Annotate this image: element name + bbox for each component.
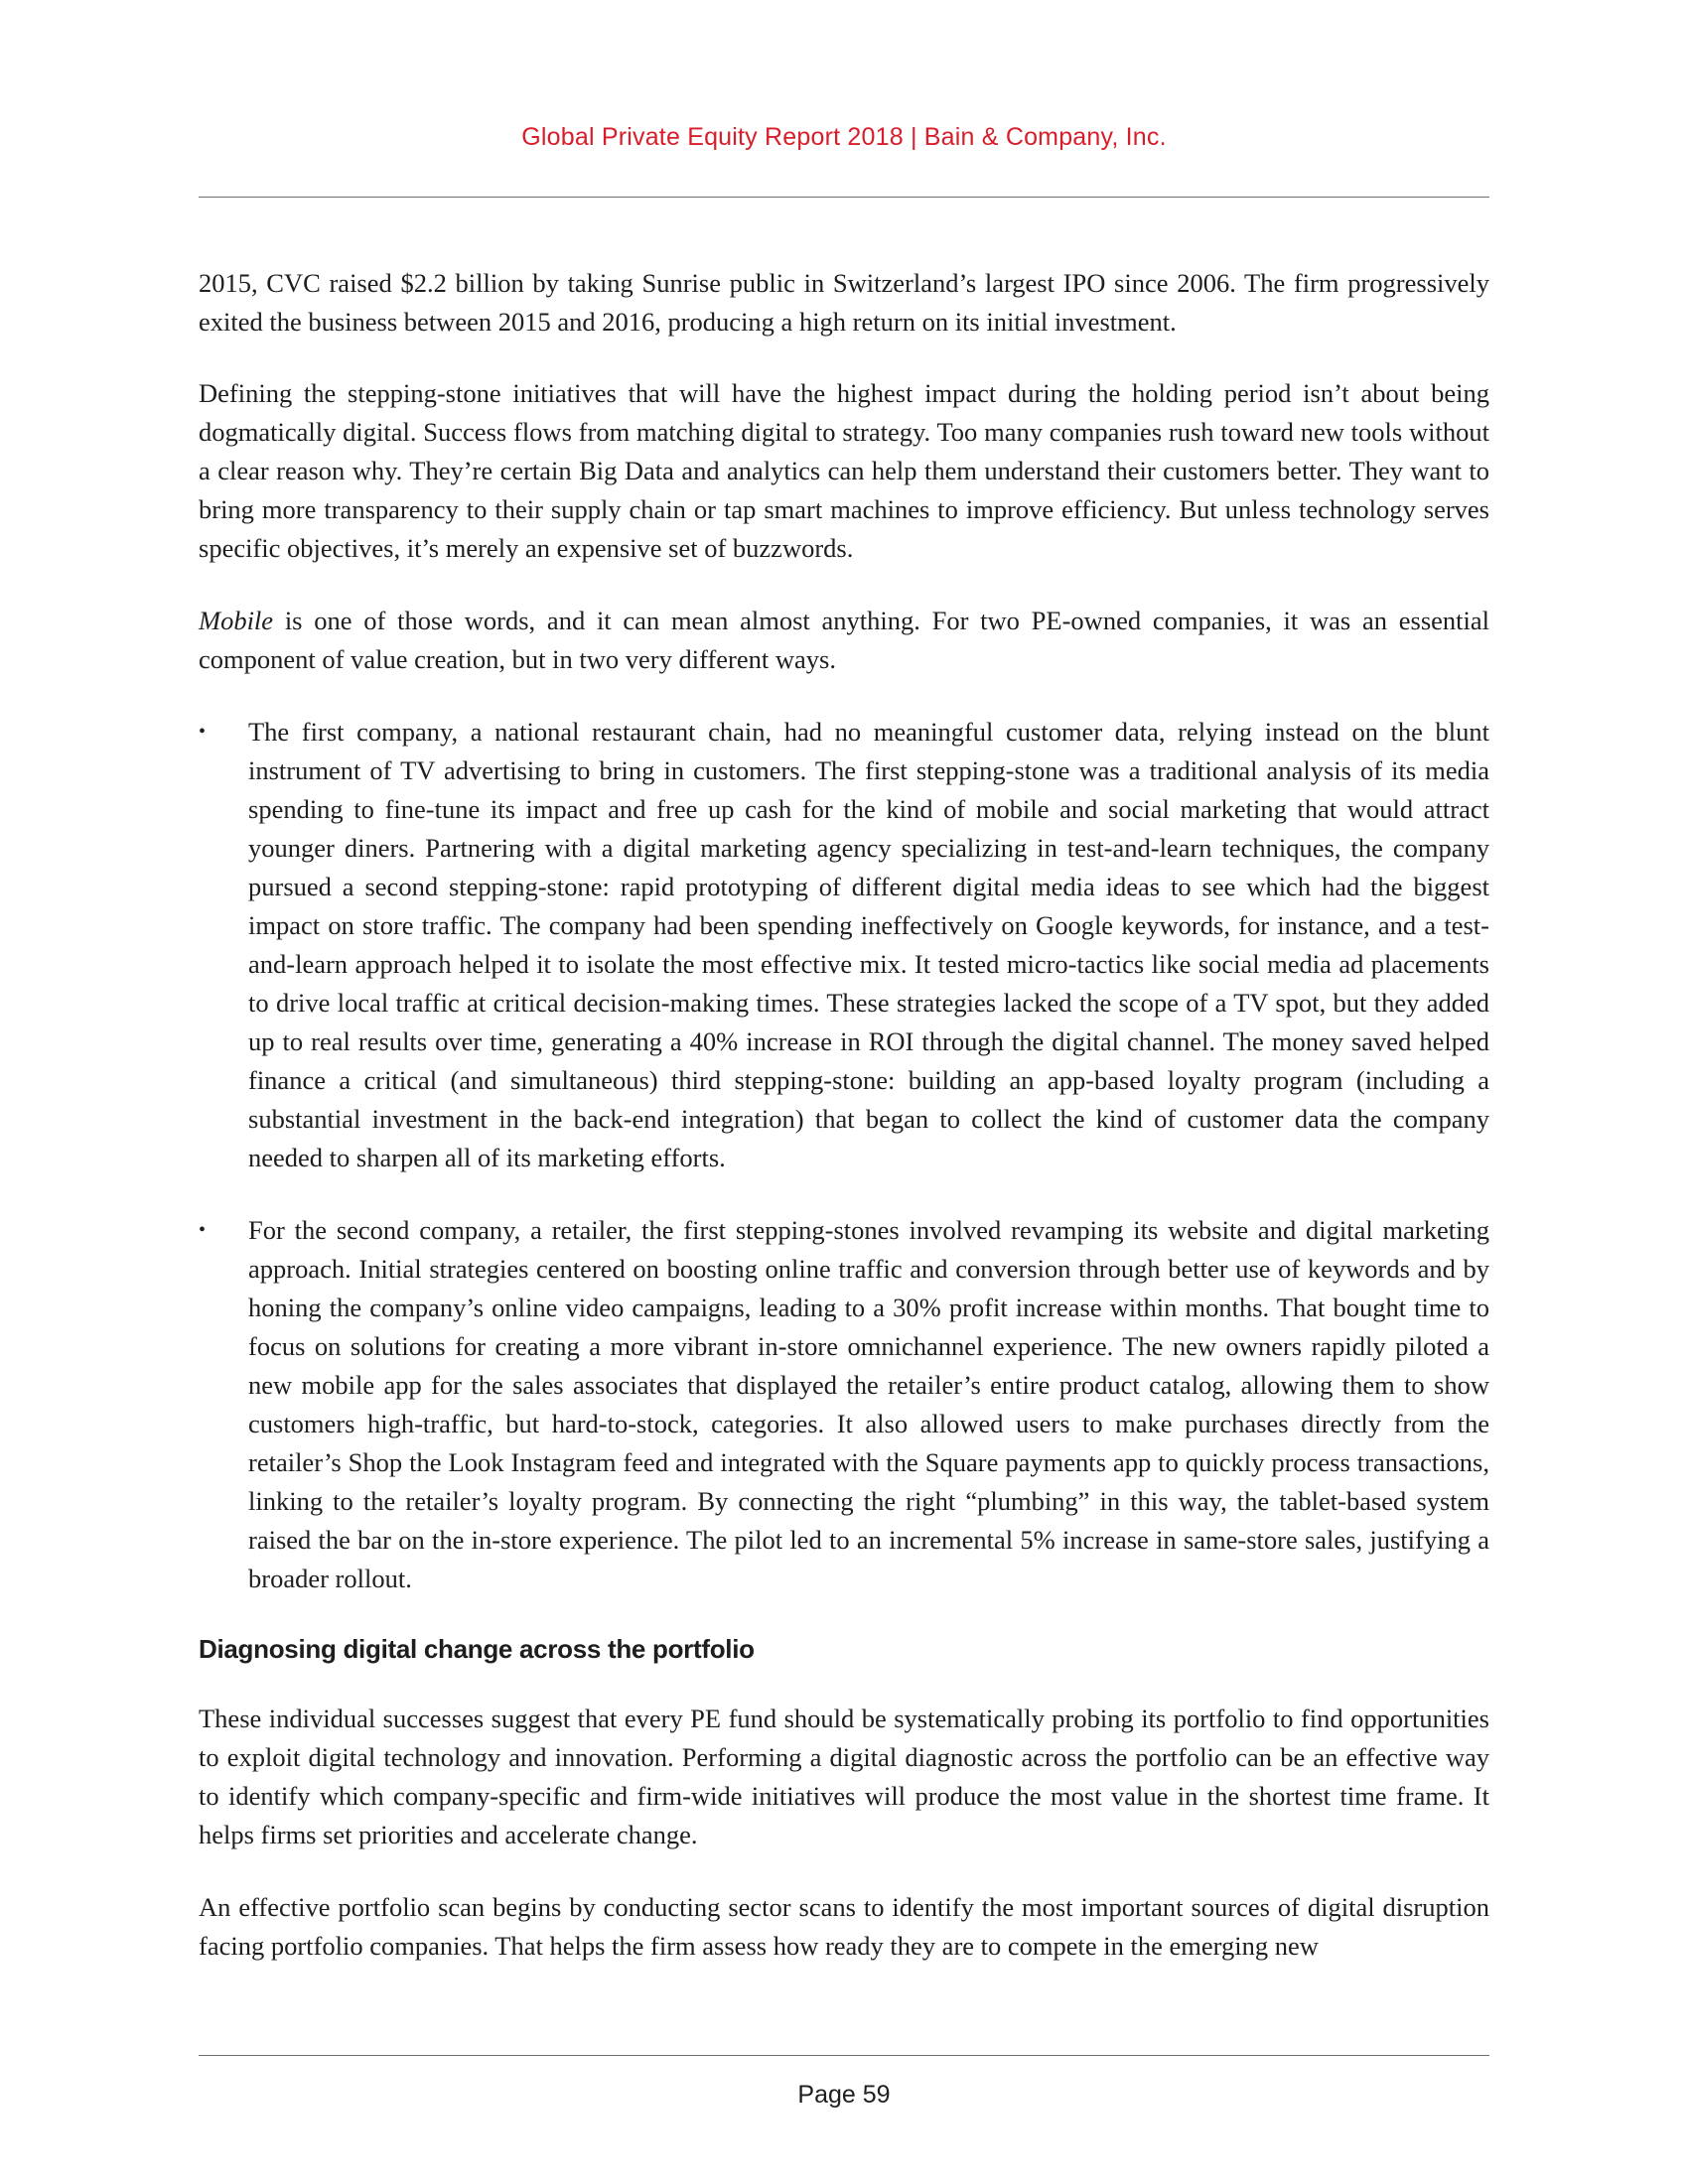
footer-divider [199, 2055, 1489, 2056]
paragraph-portfolio-scan: An effective portfolio scan begins by conducting sector scans to identify the most important sources of digital disruption facing portfolio companies. That helps the firm assess how ready they are to compete in the emerging new [199, 1892, 1489, 1961]
bullet-icon: • [199, 1219, 207, 1241]
paragraph-portfolio-probing: These individual successes suggest that every PE fund should be systematically probing its portfolio to find opportunities to exploit digital technology and innovation. Performing a digital diagnostic across the portfolio can be an effective way to identify which company-specific and firm-wide initiatives will produce the most value in the shortest time frame. It helps firms set priorities and accelerate change. [199, 1704, 1489, 1849]
bullet-icon: • [199, 721, 207, 743]
mobile-emphasis: Mobile [199, 606, 274, 635]
header-divider [199, 197, 1489, 198]
section-heading: Diagnosing digital change across the portfolio [199, 1634, 755, 1664]
list-item-text: The first company, a national restaurant chain, had no meaningful customer data, relying instead on the blunt instrument of TV advertising to bring in customers. The first stepping-stone was a traditional analysis of its media spending to fine-tune its impact and free up cash for the kind of mobile and social marketing that would attract younger diners. Partnering with a digital marketing agency specializing in test-and-learn techniques, the company pursued a second stepping-stone: rapid prototyping of different digital media ideas to see which had the biggest impact on store traffic. The company had been spending ineffectively on Google keywords, for instance, and a test-and-learn approach helped it to isolate the most effective mix. It tested micro-tactics like social media ad placements to drive local traffic at critical decision-making times. These strategies lacked the scope of a TV spot, but they added up to real results over time, generating a 40% increase in ROI through the digital channel. The money saved helped finance a critical (and simultaneous) third stepping-stone: building an app-based loyalty program (including a substantial investment in the back-end integration) that began to collect the kind of customer data the company needed to sharpen all of its marketing efforts. [248, 717, 1489, 1172]
paragraph-cvc-sunrise: 2015, CVC raised $2.2 billion by taking Sunrise public in Switzerland’s largest IPO since 2006. The firm progressively exited the business between 2015 and 2016, producing a high return on its initial investment. [199, 268, 1489, 337]
paragraph-mobile-text: is one of those words, and it can mean almost anything. For two PE-owned companies, it was an essential component of value creation, but in two very different ways. [199, 606, 1489, 674]
paragraph-stepping-stones: Defining the stepping-stone initiatives that will have the highest impact during the holding period isn’t about being dogmatically digital. Success flows from matching digital to strategy. Too many companies rush toward new tools without a clear reason why. They’re certain Big Data and analytics can help them understand their customers better. They want to bring more transparency to their supply chain or tap smart machines to improve efficiency. But unless technology serves specific objectives, it’s merely an expensive set of buzzwords. [199, 378, 1489, 563]
page-number: Page 59 [797, 2081, 891, 2109]
list-item-restaurant-chain [199, 713, 1489, 1177]
list-item-retailer [199, 1211, 1489, 1598]
list-item-text: For the second company, a retailer, the first stepping-stones involved revamping its website and digital marketing approach. Initial strategies centered on boosting online traffic and conversion through better use of keywords and by honing the company’s online video campaigns, leading to a 30% profit increase within months. That bought time to focus on solutions for creating a more vibrant in-store omnichannel experience. The new owners rapidly piloted a new mobile app for the sales associates that displayed the retailer’s entire product catalog, allowing them to show customers high-traffic, but hard-to-stock, categories. It also allowed users to make purchases directly from the retailer’s Shop the Look Instagram feed and integrated with the Square payments app to quickly process transactions, linking to the retailer’s loyalty program. By connecting the right “plumbing” in this way, the tablet-based system raised the bar on the in-store experience. The pilot led to an incremental 5% increase in same-store sales, justifying a broader rollout. [248, 1215, 1489, 1593]
paragraph-mobile [199, 602, 1489, 679]
running-header: Global Private Equity Report 2018 | Bain & Company, Inc. [521, 123, 1167, 151]
page-body [199, 264, 1489, 1999]
company-examples-list [199, 713, 1489, 1598]
